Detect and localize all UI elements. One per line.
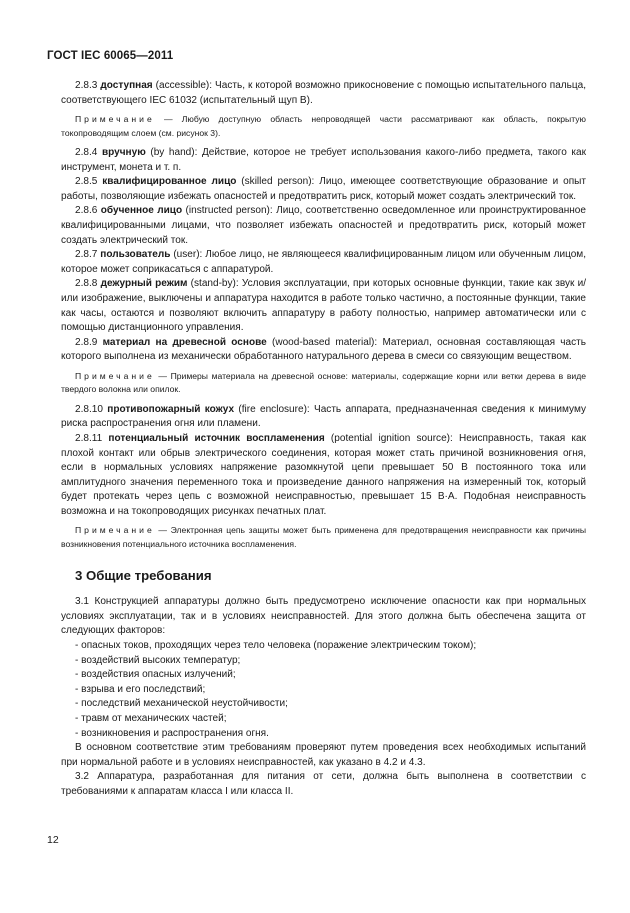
list-item: - воздействия опасных излучений;	[75, 669, 236, 681]
definition-2-8-5: 2.8.5 квалифицированное лицо (skilled person): Лицо, имеющее соответствующие образование и опыт работы, позволяющие избежать опасностей и предотвратить риск, который может создать электрический ток.	[61, 176, 586, 202]
term: противопожарный кожух	[107, 403, 235, 415]
document-header: ГОСТ IEC 60065—2011	[47, 50, 174, 62]
section-heading: 3 Общие требования	[75, 568, 212, 584]
note: Примечание — Любую доступную область непроводящей части рассматривают как область, покрытую токопроводящим слоем (см. рисунок 3).	[61, 114, 586, 138]
list-item: - возникновения и распространения огня.	[75, 727, 269, 739]
note: Примечание — Электронная цепь защиты может быть применена для предотвращения неисправности как причины возникновения потенциального источника воспламенения.	[61, 525, 586, 549]
page-number: 12	[47, 834, 59, 846]
term: пользователь	[100, 249, 171, 261]
definition-2-8-6: 2.8.6 обученное лицо (instructed person): Лицо, соответственно осведомленное или проинструктированное квалифицированными лицами, что позволяет избежать опасностей и предотвратить риск, который может создать электрический ток.	[61, 205, 586, 246]
term: материал на древесной основе	[102, 336, 267, 348]
term: доступная	[100, 80, 153, 91]
paragraph-3-2: 3.2 Аппаратура, разработанная для питания от сети, должна быть выполнена в соответствии с требованиями к аппаратам класса I или класса II.	[61, 771, 586, 797]
list-item: - взрыва и его последствий;	[75, 683, 206, 695]
list-item: - воздействий высоких температур;	[75, 654, 241, 666]
definition-2-8-8: 2.8.8 дежурный режим (stand-by): Условия эксплуатации, при которых основные функции, такие как звук и/или изображение, выключены и аппаратура находится в работе только частично, а постоянные функции, такие как часы, остаются и позволяют включить аппаратуру в работу полностью, например автоматически или с помощью дистанционного управления.	[61, 278, 586, 334]
term: потенциальный источник воспламенения	[108, 432, 325, 444]
note: Примечание — Примеры материала на древесной основе: материалы, содержащие корни или ветки дерева в виде твердого волокна или опилок.	[61, 370, 586, 395]
page-content	[61, 79, 586, 800]
paragraph-3-1: 3.1 Конструкцией аппаратуры должно быть предусмотрено исключение опасности как при нормальных условиях эксплуатации, так и в условиях неисправностей. Для этого должна быть обеспечена защита от следующих факторов:	[61, 596, 586, 637]
paragraph-3-1-verification: В основном соответствие этим требованиям проверяют путем проведения всех необходимых испытаний при нормальной работе и в условиях неисправностей, как указано в 4.2 и 4.3.	[61, 742, 586, 768]
list-item: - последствий механической неустойчивости;	[75, 698, 288, 710]
definition-2-8-7: 2.8.7 пользователь (user): Любое лицо, не являющееся квалифицированным лицом или обученным лицом, которое может соприкасаться с аппаратурой.	[61, 249, 586, 275]
term: вручную	[101, 147, 146, 158]
term: квалифицированное лицо	[102, 176, 237, 188]
definition-2-8-10: 2.8.10 противопожарный кожух (fire enclosure): Часть аппарата, предназначенная сведения к минимуму риска распространения огня или пламени.	[61, 403, 586, 430]
definition-2-8-9: 2.8.9 материал на древесной основе (wood-based material): Материал, основная составляющая часть которого выполнена из механически обработанного натурального дерева в смеси со связующим веществом.	[61, 336, 586, 363]
term: обученное лицо	[100, 205, 183, 217]
term: дежурный режим	[100, 278, 188, 290]
list-item: - опасных токов, проходящих через тело человека (поражение электрическим током);	[75, 640, 477, 652]
definition-2-8-4: 2.8.4 вручную (by hand): Действие, которое не требует использования какого-либо предмета, такого как инструмент, монета и т. п.	[61, 147, 586, 173]
definition-2-8-11: 2.8.11 потенциальный источник воспламенения (potential ignition source): Неисправность, такая как плохой контакт или обрыв электрического соединения, которая может стать причиной возникновения огня, если в нормальных условиях напряжение разомкнутой цепи превышает 50 В постоянного тока или амплитудного значения переменного тока и произведение данного напряжения на измеренный ток, который будет протекать через цепь с возможной неисправностью, превышает 15 В·А. Подобная неисправность возможна и на токопроводящих рисунках печатных плат.	[61, 432, 586, 517]
list-item: - травм от механических частей;	[75, 713, 227, 725]
definition-2-8-3: 2.8.3 доступная (accessible): Часть, к которой возможно прикосновение с помощью испытательного пальца, соответствующего IEC 61032 (испытательный щуп В).	[61, 80, 587, 106]
